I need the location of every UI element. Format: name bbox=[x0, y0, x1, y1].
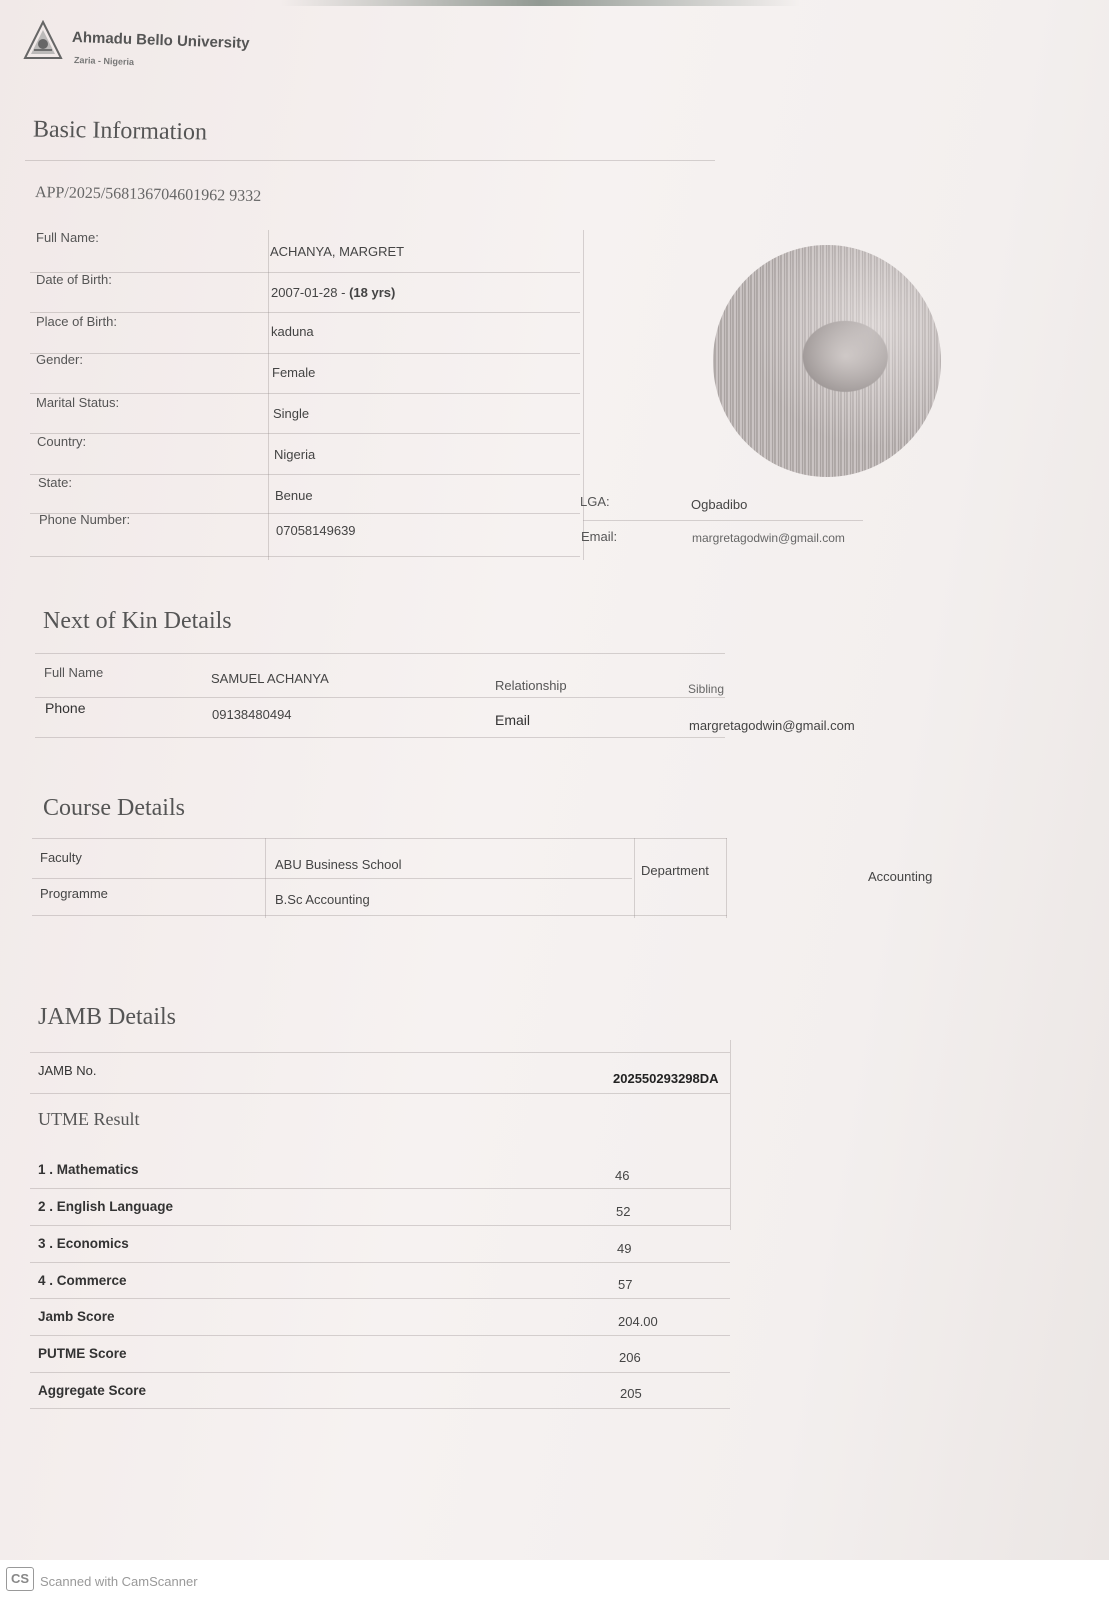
aggregate-score-value: 205 bbox=[620, 1386, 642, 1401]
column-divider bbox=[634, 838, 635, 918]
marital-label: Marital Status: bbox=[36, 395, 120, 410]
row-divider bbox=[30, 474, 580, 475]
jamb-score-label: Jamb Score bbox=[38, 1309, 115, 1324]
utme-title: UTME Result bbox=[38, 1109, 140, 1129]
university-name: Ahmadu Bello University bbox=[71, 28, 250, 53]
row-divider bbox=[30, 312, 580, 313]
camscanner-text: Scanned with CamScanner bbox=[40, 1574, 198, 1589]
column-divider bbox=[726, 838, 727, 918]
row-divider bbox=[32, 915, 727, 916]
subject-score: 52 bbox=[616, 1204, 631, 1219]
jamb-no-value: 202550293298DA bbox=[613, 1071, 719, 1086]
row-divider bbox=[30, 1188, 730, 1189]
row-divider bbox=[583, 520, 863, 521]
row-divider bbox=[30, 1335, 730, 1336]
department-value: Accounting bbox=[868, 869, 933, 884]
gender-value: Female bbox=[272, 365, 316, 380]
pob-label: Place of Birth: bbox=[36, 314, 117, 329]
faculty-value: ABU Business School bbox=[275, 857, 402, 872]
phone-value: 07058149639 bbox=[276, 523, 356, 538]
putme-score-label: PUTME Score bbox=[38, 1346, 127, 1361]
application-number: APP/2025/568136704601962 9332 bbox=[34, 184, 262, 205]
kin-phone-label: Phone bbox=[45, 700, 86, 716]
subject-score: 57 bbox=[618, 1277, 633, 1292]
row-divider bbox=[30, 433, 580, 434]
kin-name-label: Full Name bbox=[44, 665, 104, 680]
row-divider bbox=[30, 1093, 730, 1094]
university-crest-icon bbox=[22, 20, 64, 62]
gender-label: Gender: bbox=[36, 352, 83, 367]
subject-label: 2 . English Language bbox=[38, 1199, 174, 1214]
row-divider bbox=[35, 697, 725, 698]
row-divider bbox=[30, 272, 580, 273]
scan-edge bbox=[280, 0, 800, 6]
row-divider bbox=[30, 1408, 730, 1409]
divider bbox=[30, 1052, 730, 1053]
country-value: Nigeria bbox=[274, 447, 316, 462]
row-divider bbox=[30, 556, 580, 557]
aggregate-score-label: Aggregate Score bbox=[38, 1383, 147, 1398]
subject-label: 3 . Economics bbox=[38, 1236, 129, 1251]
basic-info-title: Basic Information bbox=[32, 116, 208, 146]
divider bbox=[25, 160, 715, 161]
kin-relationship-value: Sibling bbox=[688, 682, 725, 696]
dob-label: Date of Birth: bbox=[36, 272, 112, 287]
column-divider bbox=[730, 1040, 731, 1230]
kin-email-label: Email bbox=[495, 712, 531, 728]
subject-score: 49 bbox=[617, 1241, 632, 1256]
phone-label: Phone Number: bbox=[39, 512, 131, 527]
column-divider bbox=[583, 230, 584, 560]
email-label: Email: bbox=[581, 529, 618, 544]
state-label: State: bbox=[38, 475, 72, 490]
country-label: Country: bbox=[37, 434, 87, 449]
jamb-title: JAMB Details bbox=[38, 1004, 176, 1030]
column-divider bbox=[268, 230, 269, 560]
row-divider bbox=[30, 1225, 730, 1226]
kin-title: Next of Kin Details bbox=[43, 608, 232, 634]
lga-label: LGA: bbox=[580, 494, 610, 509]
programme-label: Programme bbox=[40, 886, 108, 901]
course-title: Course Details bbox=[43, 795, 185, 821]
kin-name-value: SAMUEL ACHANYA bbox=[211, 671, 329, 686]
row-divider bbox=[30, 1262, 730, 1263]
email-value: margretagodwin@gmail.com bbox=[692, 531, 845, 545]
row-divider bbox=[30, 393, 580, 394]
subject-score: 46 bbox=[615, 1168, 630, 1183]
jamb-no-label: JAMB No. bbox=[38, 1063, 97, 1078]
age-value: (18 yrs) bbox=[349, 285, 396, 300]
dob-value: 2007-01-28 - (18 yrs) bbox=[271, 285, 396, 300]
lga-value: Ogbadibo bbox=[691, 497, 748, 512]
department-label: Department bbox=[641, 863, 709, 878]
row-divider bbox=[32, 878, 632, 879]
university-location: Zaria - Nigeria bbox=[73, 54, 135, 68]
divider bbox=[35, 653, 725, 654]
subject-label: 4 . Commerce bbox=[38, 1273, 127, 1288]
row-divider bbox=[30, 1372, 730, 1373]
kin-phone-value: 09138480494 bbox=[212, 707, 292, 722]
full-name-label: Full Name: bbox=[36, 230, 99, 245]
camscanner-logo: CS bbox=[6, 1567, 34, 1591]
applicant-photo bbox=[713, 245, 941, 477]
scanner-footer bbox=[0, 1560, 1109, 1600]
putme-score-value: 206 bbox=[619, 1350, 641, 1365]
pob-value: kaduna bbox=[271, 324, 314, 339]
marital-value: Single bbox=[273, 406, 310, 421]
subject-label: 1 . Mathematics bbox=[38, 1162, 139, 1177]
row-divider bbox=[30, 353, 580, 354]
row-divider bbox=[30, 1298, 730, 1299]
programme-value: B.Sc Accounting bbox=[275, 892, 370, 907]
faculty-label: Faculty bbox=[40, 850, 82, 865]
full-name-value: ACHANYA, MARGRET bbox=[270, 244, 405, 259]
kin-email-value: margretagodwin@gmail.com bbox=[689, 718, 855, 733]
jamb-score-value: 204.00 bbox=[618, 1314, 658, 1329]
state-value: Benue bbox=[275, 488, 313, 503]
row-divider bbox=[35, 737, 725, 738]
kin-relationship-label: Relationship bbox=[495, 678, 567, 693]
divider bbox=[32, 838, 727, 839]
